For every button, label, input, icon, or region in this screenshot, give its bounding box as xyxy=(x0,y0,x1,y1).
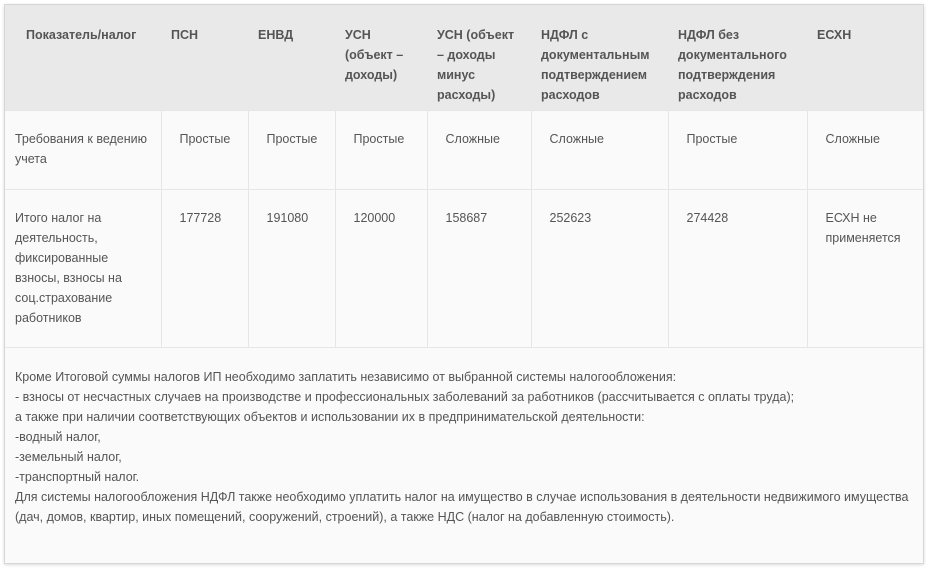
table-row xyxy=(5,110,923,189)
table-cell: Сложные xyxy=(807,110,923,189)
header-eshn: ЕСХН xyxy=(807,5,923,110)
header-psn: ПСН xyxy=(161,5,248,110)
table-cell: 177728 xyxy=(161,189,248,347)
table-cell: Сложные xyxy=(531,110,668,189)
table-cell: Простые xyxy=(668,110,807,189)
note-line: а также при наличии соответствующих объектов и использовании их в предпринимательской деятельности: xyxy=(15,410,645,424)
table-row xyxy=(5,189,923,347)
tax-comparison-table xyxy=(5,5,923,347)
table-cell: Простые xyxy=(161,110,248,189)
tax-comparison-panel xyxy=(4,4,924,564)
table-cell: Сложные xyxy=(427,110,531,189)
table-header-row xyxy=(5,5,923,110)
table-cell: 158687 xyxy=(427,189,531,347)
header-usn-income: УСН (объект – доходы) xyxy=(335,5,427,110)
note-line: (дач, домов, квартир, иных помещений, сооружений, строений), а также НДС (налог на добавленную стоимость). xyxy=(15,510,675,524)
notes-section xyxy=(5,347,923,527)
note-line: - взносы от несчастных случаев на производстве и профессиональных заболеваний за работников (рассчитывается с оплаты труда); xyxy=(15,390,795,404)
row-label: Итого налог на деятельность, фиксированные взносы, взносы на соц.страхование работников xyxy=(5,189,161,347)
note-line: -транспортный налог. xyxy=(15,470,140,484)
note-line: Кроме Итоговой суммы налогов ИП необходимо заплатить независимо от выбранной системы налогообложения: xyxy=(15,370,677,384)
table-cell: Простые xyxy=(248,110,335,189)
note-line: Для системы налогообложения НДФЛ также необходимо уплатить налог на имущество в случае использования в деятельности недвижимого имущества xyxy=(15,490,909,504)
table-cell: ЕСХН не применяется xyxy=(807,189,923,347)
table-cell: Простые xyxy=(335,110,427,189)
table-cell: 191080 xyxy=(248,189,335,347)
table-cell: 252623 xyxy=(531,189,668,347)
header-envd: ЕНВД xyxy=(248,5,335,110)
table-cell: 120000 xyxy=(335,189,427,347)
row-label: Требования к ведению учета xyxy=(5,110,161,189)
note-line: -земельный налог, xyxy=(15,450,122,464)
header-ndfl-with-docs: НДФЛ с документальным подтверждением расходов xyxy=(531,5,668,110)
header-ndfl-without-docs: НДФЛ без документального подтверждения расходов xyxy=(668,5,807,110)
header-indicator: Показатель/налог xyxy=(5,5,161,110)
header-usn-income-minus-expenses: УСН (объект – доходы минус расходы) xyxy=(427,5,531,110)
table-cell: 274428 xyxy=(668,189,807,347)
note-line: -водный налог, xyxy=(15,430,101,444)
